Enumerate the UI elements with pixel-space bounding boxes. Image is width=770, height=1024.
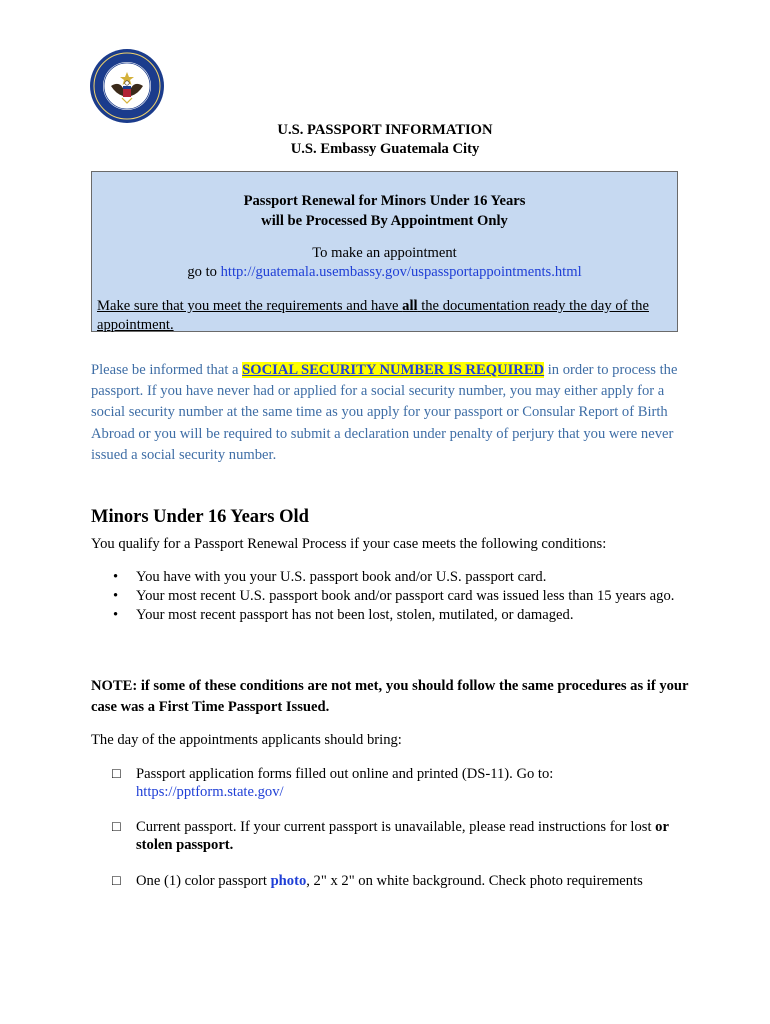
appointment-instructions [92, 244, 677, 282]
appointment-link-line [92, 263, 677, 282]
checklist-item-text [136, 872, 691, 890]
photo-text-before: One (1) color passport [136, 873, 271, 889]
list-item [91, 587, 691, 605]
checkbox-icon[interactable]: □ [112, 873, 121, 889]
bring-intro: The day of the appointments applicants should bring: [91, 732, 402, 748]
header-subtitle: U.S. Embassy Guatemala City [290, 141, 480, 157]
ssn-text-after: in order to process the passport. If you have never had or applied for a social security number, you may either apply for a social security number at the same time as you apply for your passport or Consular Report of Birth Abroad or you will be required to submit a declaration under penalty of perjury that you were never issued a social security number. [91, 362, 678, 463]
appointment-label: To make an appointment [312, 245, 457, 261]
requirements-text-after: the documentation ready the day of the appointment. [97, 298, 649, 333]
checklist-item-current-passport [91, 818, 691, 854]
list-item-text: Your most recent U.S. passport book and/or passport card was issued less than 15 years ago. [136, 588, 675, 604]
checkbox-icon[interactable]: □ [112, 819, 121, 835]
ssn-text-before: Please be informed that a [91, 362, 243, 378]
ssn-notice [91, 360, 691, 466]
conditions-list [91, 568, 691, 625]
section-title: Minors Under 16 Years Old [91, 507, 309, 527]
appointment-url-link[interactable]: http://guatemala.usembassy.gov/uspassportappointments.html [220, 264, 582, 280]
photo-text-after: , 2" x 2" on white background. Check photo requirements [306, 873, 643, 889]
notice-title-line2: will be Processed By Appointment Only [261, 213, 508, 229]
document-header [0, 121, 770, 159]
forms-text: Passport application forms filled out online and printed (DS-11). Go to: [136, 766, 554, 782]
pptform-link[interactable]: https://pptform.state.gov/ [136, 784, 284, 800]
requirements-text-before: Make sure that you meet the requirements and have [97, 298, 403, 314]
appointment-notice-box [91, 171, 678, 332]
department-of-state-seal [89, 48, 165, 124]
appointment-link-prefix: go to [187, 264, 221, 280]
photo-link[interactable]: photo [270, 873, 307, 889]
checkbox-icon[interactable]: □ [112, 766, 121, 782]
checklist-item-forms [91, 765, 691, 801]
list-item-text: Your most recent passport has not been lost, stolen, mutilated, or damaged. [136, 607, 574, 623]
notice-title-line1: Passport Renewal for Minors Under 16 Years [243, 193, 526, 209]
requirements-text-bold: all [402, 298, 418, 314]
bullet-icon: • [113, 588, 119, 604]
current-passport-text: Current passport. If your current passport is unavailable, please read instructions for lost [136, 819, 656, 835]
requirements-reminder [97, 297, 677, 335]
checklist-item-text [136, 765, 691, 801]
bullet-icon: • [113, 607, 119, 623]
ssn-required-highlight: SOCIAL SECURITY NUMBER IS REQUIRED [242, 362, 545, 378]
qualify-intro: You qualify for a Passport Renewal Process if your case meets the following conditions: [91, 536, 607, 552]
header-title: U.S. PASSPORT INFORMATION [277, 122, 493, 138]
list-item [91, 568, 691, 586]
lost-stolen-bold: or stolen passport. [136, 819, 669, 853]
list-item-text: You have with you your U.S. passport book and/or U.S. passport card. [136, 569, 547, 585]
list-item [91, 606, 691, 624]
notice-title [92, 191, 677, 231]
checklist-item-text [136, 818, 691, 854]
note-paragraph: NOTE: if some of these conditions are not met, you should follow the same procedures as if your case was a First Time Passport Issued. [91, 678, 689, 715]
checklist-item-photo [91, 872, 691, 890]
bullet-icon: • [113, 569, 119, 585]
